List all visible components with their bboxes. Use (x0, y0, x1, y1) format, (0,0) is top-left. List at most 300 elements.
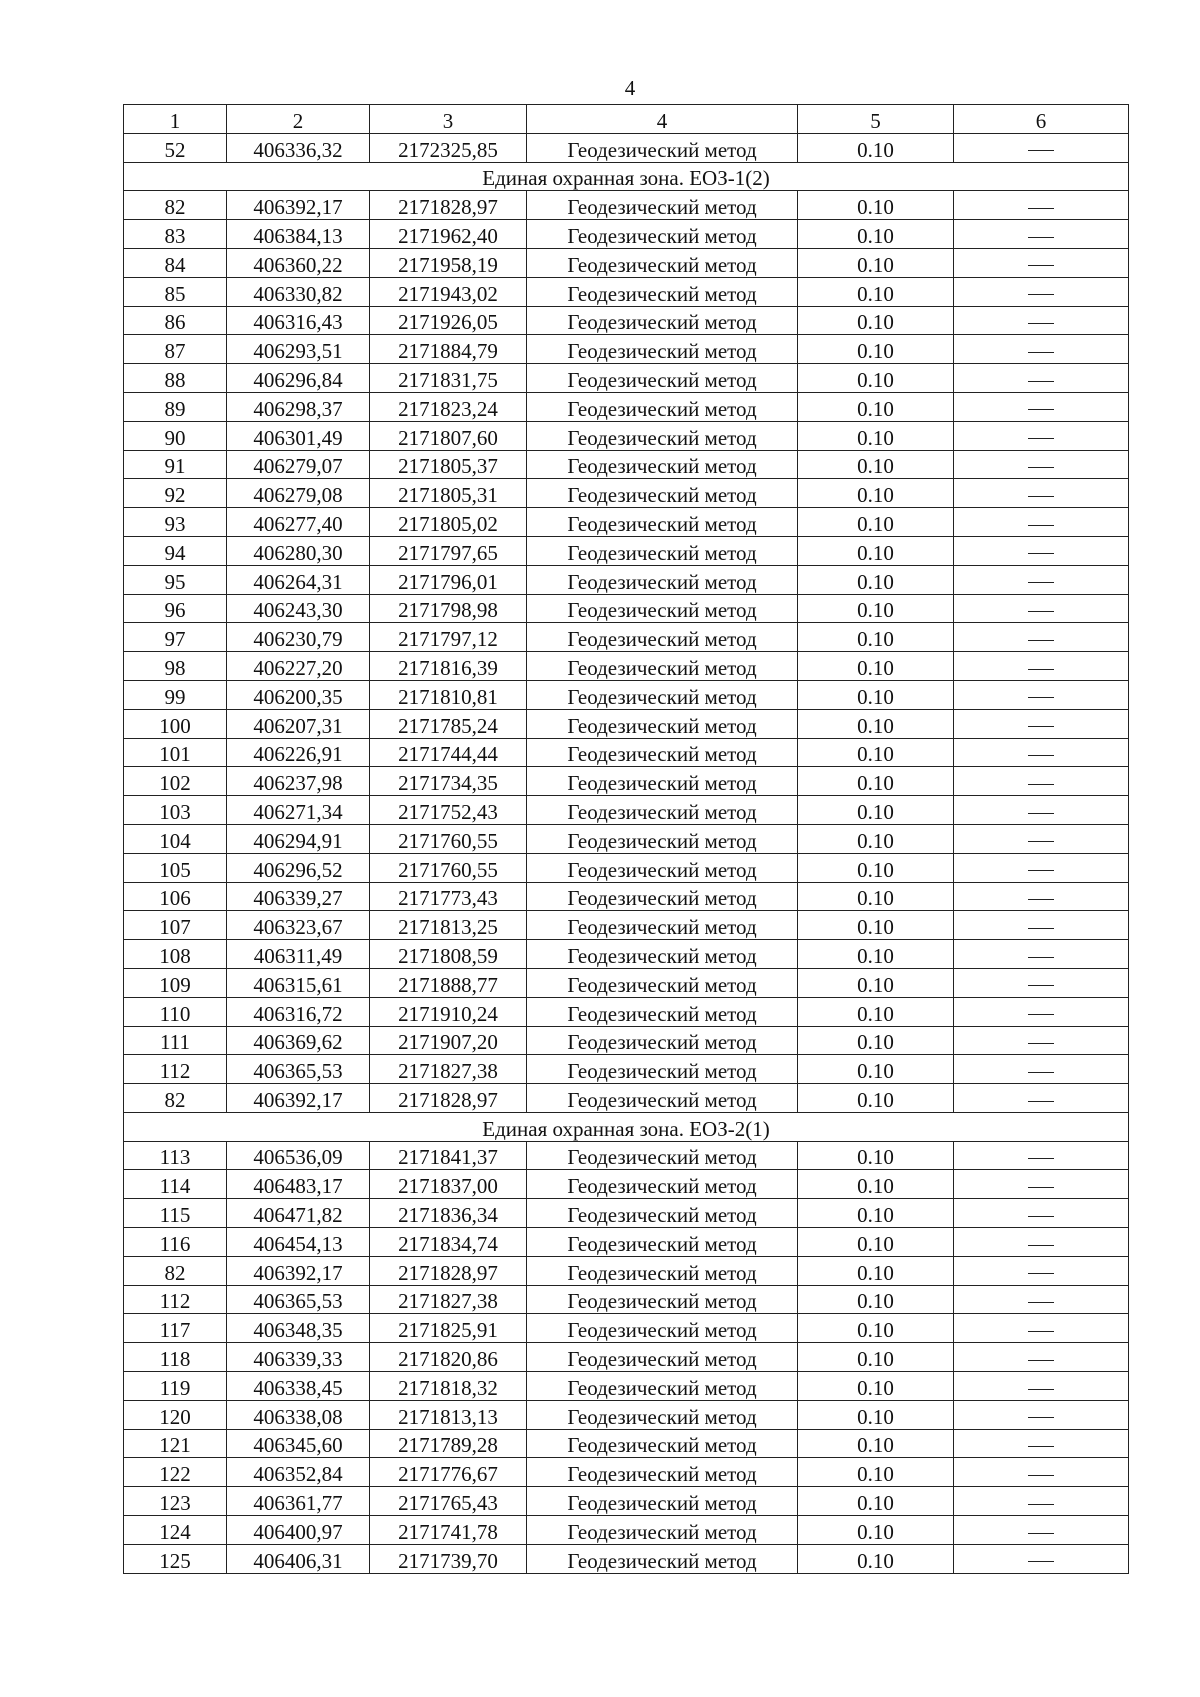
y-coordinate-cell: 2171827,38 (370, 1285, 527, 1314)
table-row (124, 796, 1129, 825)
accuracy-cell: 0.10 (798, 1199, 954, 1228)
dash-mark (1028, 985, 1054, 986)
dash-mark (1028, 1331, 1054, 1332)
point-number-cell: 90 (124, 421, 227, 450)
empty-value-cell (954, 1285, 1129, 1314)
empty-value-cell (954, 1084, 1129, 1113)
header-row (124, 105, 1129, 134)
dash-mark (1028, 1561, 1054, 1562)
table-row (124, 565, 1129, 594)
table-row (124, 450, 1129, 479)
accuracy-cell: 0.10 (798, 911, 954, 940)
column-header: 2 (227, 105, 370, 134)
x-coordinate-cell: 406315,61 (227, 968, 370, 997)
x-coordinate-cell: 406264,31 (227, 565, 370, 594)
x-coordinate-cell: 406296,52 (227, 853, 370, 882)
method-cell: Геодезический метод (527, 508, 798, 537)
table-row (124, 1516, 1129, 1545)
x-coordinate-cell: 406471,82 (227, 1199, 370, 1228)
x-coordinate-cell: 406365,53 (227, 1055, 370, 1084)
dash-mark (1028, 1245, 1054, 1246)
method-cell: Геодезический метод (527, 652, 798, 681)
table-row (124, 968, 1129, 997)
empty-value-cell (954, 968, 1129, 997)
y-coordinate-cell: 2171823,24 (370, 392, 527, 421)
empty-value-cell (954, 1429, 1129, 1458)
y-coordinate-cell: 2171805,37 (370, 450, 527, 479)
table-row (124, 882, 1129, 911)
empty-value-cell (954, 1400, 1129, 1429)
point-number-cell: 97 (124, 623, 227, 652)
point-number-cell: 96 (124, 594, 227, 623)
point-number-cell: 124 (124, 1516, 227, 1545)
dash-mark (1028, 1360, 1054, 1361)
column-header: 3 (370, 105, 527, 134)
zone-title: Единая охранная зона. ЕОЗ-1(2) (124, 162, 1129, 191)
method-cell: Геодезический метод (527, 133, 798, 162)
x-coordinate-cell: 406406,31 (227, 1544, 370, 1573)
point-number-cell: 118 (124, 1343, 227, 1372)
point-number-cell: 114 (124, 1170, 227, 1199)
table-row (124, 1544, 1129, 1573)
table-row (124, 709, 1129, 738)
empty-value-cell (954, 1228, 1129, 1257)
point-number-cell: 112 (124, 1285, 227, 1314)
method-cell: Геодезический метод (527, 1458, 798, 1487)
accuracy-cell: 0.10 (798, 1314, 954, 1343)
method-cell: Геодезический метод (527, 1228, 798, 1257)
empty-value-cell (954, 306, 1129, 335)
dash-mark (1028, 813, 1054, 814)
point-number-cell: 103 (124, 796, 227, 825)
accuracy-cell: 0.10 (798, 853, 954, 882)
zone-title-row (124, 162, 1129, 191)
method-cell: Геодезический метод (527, 767, 798, 796)
x-coordinate-cell: 406483,17 (227, 1170, 370, 1199)
y-coordinate-cell: 2171808,59 (370, 940, 527, 969)
point-number-cell: 94 (124, 536, 227, 565)
method-cell: Геодезический метод (527, 1544, 798, 1573)
empty-value-cell (954, 508, 1129, 537)
empty-value-cell (954, 392, 1129, 421)
method-cell: Геодезический метод (527, 479, 798, 508)
empty-value-cell (954, 364, 1129, 393)
y-coordinate-cell: 2171813,25 (370, 911, 527, 940)
accuracy-cell: 0.10 (798, 536, 954, 565)
table-row (124, 508, 1129, 537)
dash-mark (1028, 323, 1054, 324)
table-row (124, 623, 1129, 652)
table-row (124, 133, 1129, 162)
y-coordinate-cell: 2171841,37 (370, 1141, 527, 1170)
dash-mark (1028, 1014, 1054, 1015)
table-row (124, 392, 1129, 421)
method-cell: Геодезический метод (527, 565, 798, 594)
accuracy-cell: 0.10 (798, 220, 954, 249)
x-coordinate-cell: 406296,84 (227, 364, 370, 393)
x-coordinate-cell: 406339,27 (227, 882, 370, 911)
dash-mark (1028, 669, 1054, 670)
empty-value-cell (954, 652, 1129, 681)
accuracy-cell: 0.10 (798, 882, 954, 911)
accuracy-cell: 0.10 (798, 594, 954, 623)
point-number-cell: 88 (124, 364, 227, 393)
method-cell: Геодезический метод (527, 220, 798, 249)
method-cell: Геодезический метод (527, 306, 798, 335)
method-cell: Геодезический метод (527, 796, 798, 825)
x-coordinate-cell: 406277,40 (227, 508, 370, 537)
column-header: 1 (124, 105, 227, 134)
x-coordinate-cell: 406271,34 (227, 796, 370, 825)
point-number-cell: 102 (124, 767, 227, 796)
table-row (124, 1314, 1129, 1343)
accuracy-cell: 0.10 (798, 1055, 954, 1084)
dash-mark (1028, 841, 1054, 842)
dash-mark (1028, 294, 1054, 295)
empty-value-cell (954, 1141, 1129, 1170)
table-row (124, 1429, 1129, 1458)
empty-value-cell (954, 1372, 1129, 1401)
y-coordinate-cell: 2171834,74 (370, 1228, 527, 1257)
x-coordinate-cell: 406365,53 (227, 1285, 370, 1314)
empty-value-cell (954, 853, 1129, 882)
y-coordinate-cell: 2171943,02 (370, 277, 527, 306)
point-number-cell: 86 (124, 306, 227, 335)
point-number-cell: 125 (124, 1544, 227, 1573)
dash-mark (1028, 870, 1054, 871)
table-row (124, 911, 1129, 940)
table-row (124, 248, 1129, 277)
y-coordinate-cell: 2171752,43 (370, 796, 527, 825)
x-coordinate-cell: 406360,22 (227, 248, 370, 277)
table-row (124, 1372, 1129, 1401)
table-row (124, 940, 1129, 969)
point-number-cell: 104 (124, 824, 227, 853)
point-number-cell: 82 (124, 1084, 227, 1113)
empty-value-cell (954, 479, 1129, 508)
method-cell: Геодезический метод (527, 882, 798, 911)
point-number-cell: 120 (124, 1400, 227, 1429)
accuracy-cell: 0.10 (798, 479, 954, 508)
y-coordinate-cell: 2171760,55 (370, 853, 527, 882)
y-coordinate-cell: 2171836,34 (370, 1199, 527, 1228)
point-number-cell: 91 (124, 450, 227, 479)
dash-mark (1028, 1475, 1054, 1476)
coordinates-table-body (124, 105, 1129, 1574)
x-coordinate-cell: 406454,13 (227, 1228, 370, 1257)
accuracy-cell: 0.10 (798, 421, 954, 450)
dash-mark (1028, 899, 1054, 900)
method-cell: Геодезический метод (527, 1026, 798, 1055)
method-cell: Геодезический метод (527, 968, 798, 997)
empty-value-cell (954, 594, 1129, 623)
table-row (124, 1141, 1129, 1170)
point-number-cell: 87 (124, 335, 227, 364)
method-cell: Геодезический метод (527, 940, 798, 969)
y-coordinate-cell: 2171739,70 (370, 1544, 527, 1573)
method-cell: Геодезический метод (527, 1343, 798, 1372)
table-row (124, 1055, 1129, 1084)
x-coordinate-cell: 406301,49 (227, 421, 370, 450)
x-coordinate-cell: 406400,97 (227, 1516, 370, 1545)
y-coordinate-cell: 2171818,32 (370, 1372, 527, 1401)
accuracy-cell: 0.10 (798, 1400, 954, 1429)
coordinates-table (123, 104, 1129, 1574)
empty-value-cell (954, 421, 1129, 450)
x-coordinate-cell: 406207,31 (227, 709, 370, 738)
point-number-cell: 121 (124, 1429, 227, 1458)
table-row (124, 1343, 1129, 1372)
dash-mark (1028, 928, 1054, 929)
table-row (124, 1487, 1129, 1516)
y-coordinate-cell: 2171805,31 (370, 479, 527, 508)
method-cell: Геодезический метод (527, 738, 798, 767)
method-cell: Геодезический метод (527, 277, 798, 306)
accuracy-cell: 0.10 (798, 364, 954, 393)
empty-value-cell (954, 1343, 1129, 1372)
x-coordinate-cell: 406369,62 (227, 1026, 370, 1055)
y-coordinate-cell: 2171910,24 (370, 997, 527, 1026)
point-number-cell: 112 (124, 1055, 227, 1084)
empty-value-cell (954, 133, 1129, 162)
method-cell: Геодезический метод (527, 392, 798, 421)
table-row (124, 1228, 1129, 1257)
dash-mark (1028, 1101, 1054, 1102)
point-number-cell: 123 (124, 1487, 227, 1516)
dash-mark (1028, 208, 1054, 209)
point-number-cell: 101 (124, 738, 227, 767)
column-header: 6 (954, 105, 1129, 134)
method-cell: Геодезический метод (527, 450, 798, 479)
y-coordinate-cell: 2171807,60 (370, 421, 527, 450)
dash-mark (1028, 1216, 1054, 1217)
y-coordinate-cell: 2171741,78 (370, 1516, 527, 1545)
y-coordinate-cell: 2171926,05 (370, 306, 527, 335)
method-cell: Геодезический метод (527, 1372, 798, 1401)
dash-mark (1028, 640, 1054, 641)
accuracy-cell: 0.10 (798, 1458, 954, 1487)
method-cell: Геодезический метод (527, 1429, 798, 1458)
point-number-cell: 93 (124, 508, 227, 537)
point-number-cell: 107 (124, 911, 227, 940)
method-cell: Геодезический метод (527, 911, 798, 940)
dash-mark (1028, 957, 1054, 958)
point-number-cell: 85 (124, 277, 227, 306)
method-cell: Геодезический метод (527, 853, 798, 882)
empty-value-cell (954, 738, 1129, 767)
x-coordinate-cell: 406311,49 (227, 940, 370, 969)
point-number-cell: 100 (124, 709, 227, 738)
dash-mark (1028, 525, 1054, 526)
dash-mark (1028, 784, 1054, 785)
dash-mark (1028, 1446, 1054, 1447)
y-coordinate-cell: 2171765,43 (370, 1487, 527, 1516)
accuracy-cell: 0.10 (798, 565, 954, 594)
method-cell: Геодезический метод (527, 1487, 798, 1516)
table-row (124, 479, 1129, 508)
dash-mark (1028, 265, 1054, 266)
y-coordinate-cell: 2171828,97 (370, 1256, 527, 1285)
point-number-cell: 89 (124, 392, 227, 421)
dash-mark (1028, 381, 1054, 382)
accuracy-cell: 0.10 (798, 1487, 954, 1516)
table-row (124, 652, 1129, 681)
x-coordinate-cell: 406316,72 (227, 997, 370, 1026)
empty-value-cell (954, 450, 1129, 479)
empty-value-cell (954, 1544, 1129, 1573)
empty-value-cell (954, 911, 1129, 940)
x-coordinate-cell: 406392,17 (227, 1256, 370, 1285)
x-coordinate-cell: 406392,17 (227, 191, 370, 220)
empty-value-cell (954, 997, 1129, 1026)
table-row (124, 220, 1129, 249)
y-coordinate-cell: 2171825,91 (370, 1314, 527, 1343)
table-row (124, 1400, 1129, 1429)
table-row (124, 191, 1129, 220)
accuracy-cell: 0.10 (798, 796, 954, 825)
zone-title-row (124, 1112, 1129, 1141)
point-number-cell: 116 (124, 1228, 227, 1257)
dash-mark (1028, 1273, 1054, 1274)
method-cell: Геодезический метод (527, 594, 798, 623)
point-number-cell: 98 (124, 652, 227, 681)
y-coordinate-cell: 2171820,86 (370, 1343, 527, 1372)
table-row (124, 997, 1129, 1026)
point-number-cell: 117 (124, 1314, 227, 1343)
x-coordinate-cell: 406280,30 (227, 536, 370, 565)
accuracy-cell: 0.10 (798, 968, 954, 997)
empty-value-cell (954, 335, 1129, 364)
dash-mark (1028, 553, 1054, 554)
dash-mark (1028, 1389, 1054, 1390)
table-row (124, 306, 1129, 335)
table-row (124, 1084, 1129, 1113)
zone-title: Единая охранная зона. ЕОЗ-2(1) (124, 1112, 1129, 1141)
x-coordinate-cell: 406279,08 (227, 479, 370, 508)
point-number-cell: 92 (124, 479, 227, 508)
y-coordinate-cell: 2171827,38 (370, 1055, 527, 1084)
table-row (124, 1199, 1129, 1228)
accuracy-cell: 0.10 (798, 1084, 954, 1113)
method-cell: Геодезический метод (527, 1256, 798, 1285)
empty-value-cell (954, 940, 1129, 969)
point-number-cell: 111 (124, 1026, 227, 1055)
point-number-cell: 106 (124, 882, 227, 911)
method-cell: Геодезический метод (527, 680, 798, 709)
dash-mark (1028, 755, 1054, 756)
empty-value-cell (954, 277, 1129, 306)
y-coordinate-cell: 2171810,81 (370, 680, 527, 709)
table-row (124, 335, 1129, 364)
x-coordinate-cell: 406227,20 (227, 652, 370, 681)
dash-mark (1028, 237, 1054, 238)
empty-value-cell (954, 1487, 1129, 1516)
dash-mark (1028, 438, 1054, 439)
point-number-cell: 82 (124, 191, 227, 220)
point-number-cell: 122 (124, 1458, 227, 1487)
table-row (124, 824, 1129, 853)
dash-mark (1028, 611, 1054, 612)
x-coordinate-cell: 406338,08 (227, 1400, 370, 1429)
empty-value-cell (954, 623, 1129, 652)
y-coordinate-cell: 2171828,97 (370, 191, 527, 220)
method-cell: Геодезический метод (527, 1055, 798, 1084)
empty-value-cell (954, 220, 1129, 249)
method-cell: Геодезический метод (527, 364, 798, 393)
dash-mark (1028, 1302, 1054, 1303)
dash-mark (1028, 582, 1054, 583)
y-coordinate-cell: 2171958,19 (370, 248, 527, 277)
method-cell: Геодезический метод (527, 1285, 798, 1314)
y-coordinate-cell: 2171805,02 (370, 508, 527, 537)
empty-value-cell (954, 1055, 1129, 1084)
table-row (124, 1026, 1129, 1055)
x-coordinate-cell: 406352,84 (227, 1458, 370, 1487)
point-number-cell: 82 (124, 1256, 227, 1285)
y-coordinate-cell: 2171837,00 (370, 1170, 527, 1199)
x-coordinate-cell: 406338,45 (227, 1372, 370, 1401)
method-cell: Геодезический метод (527, 1084, 798, 1113)
dash-mark (1028, 1417, 1054, 1418)
dash-mark (1028, 409, 1054, 410)
table-row (124, 767, 1129, 796)
point-number-cell: 115 (124, 1199, 227, 1228)
page-number: 4 (624, 76, 636, 100)
y-coordinate-cell: 2171816,39 (370, 652, 527, 681)
dash-mark (1028, 1072, 1054, 1073)
y-coordinate-cell: 2171907,20 (370, 1026, 527, 1055)
method-cell: Геодезический метод (527, 1314, 798, 1343)
empty-value-cell (954, 767, 1129, 796)
table-row (124, 1170, 1129, 1199)
accuracy-cell: 0.10 (798, 652, 954, 681)
empty-value-cell (954, 1199, 1129, 1228)
table-row (124, 594, 1129, 623)
method-cell: Геодезический метод (527, 248, 798, 277)
table-row (124, 364, 1129, 393)
y-coordinate-cell: 2171789,28 (370, 1429, 527, 1458)
accuracy-cell: 0.10 (798, 306, 954, 335)
dash-mark (1028, 467, 1054, 468)
x-coordinate-cell: 406384,13 (227, 220, 370, 249)
accuracy-cell: 0.10 (798, 1256, 954, 1285)
x-coordinate-cell: 406361,77 (227, 1487, 370, 1516)
dash-mark (1028, 496, 1054, 497)
method-cell: Геодезический метод (527, 824, 798, 853)
accuracy-cell: 0.10 (798, 133, 954, 162)
x-coordinate-cell: 406336,32 (227, 133, 370, 162)
table-row (124, 421, 1129, 450)
dash-mark (1028, 1158, 1054, 1159)
y-coordinate-cell: 2171797,65 (370, 536, 527, 565)
accuracy-cell: 0.10 (798, 1026, 954, 1055)
empty-value-cell (954, 824, 1129, 853)
empty-value-cell (954, 1314, 1129, 1343)
accuracy-cell: 0.10 (798, 508, 954, 537)
empty-value-cell (954, 1516, 1129, 1545)
y-coordinate-cell: 2171828,97 (370, 1084, 527, 1113)
accuracy-cell: 0.10 (798, 335, 954, 364)
empty-value-cell (954, 680, 1129, 709)
table-row (124, 738, 1129, 767)
dash-mark (1028, 352, 1054, 353)
y-coordinate-cell: 2171734,35 (370, 767, 527, 796)
point-number-cell: 83 (124, 220, 227, 249)
point-number-cell: 105 (124, 853, 227, 882)
point-number-cell: 110 (124, 997, 227, 1026)
point-number-cell: 52 (124, 133, 227, 162)
y-coordinate-cell: 2171797,12 (370, 623, 527, 652)
